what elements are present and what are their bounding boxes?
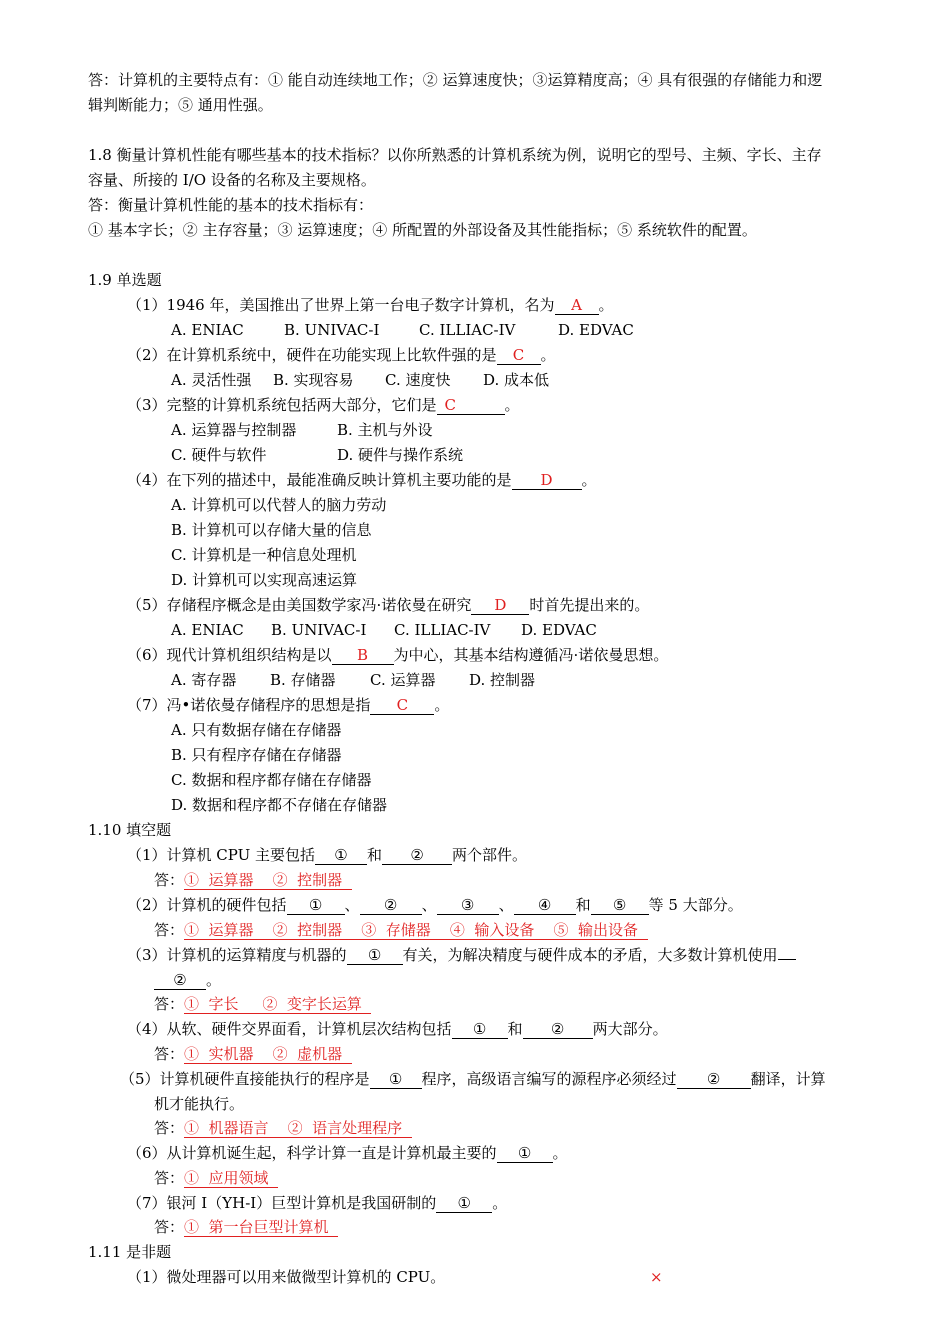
separator: 、	[498, 896, 514, 914]
q110-item-2-answer	[154, 920, 648, 940]
q19-item-5-tail: 时首先提出来的。	[529, 596, 650, 614]
blank-2: ②	[677, 1070, 751, 1089]
separator: 、	[344, 896, 360, 914]
q110-item-1-stem: （1）计算机 CPU 主要包括	[127, 846, 316, 864]
q110-item-7-answer	[154, 1217, 338, 1237]
q19-item-2-option-a: A. 灵活性强	[171, 371, 252, 389]
q19-item-5-stem: （5）存储程序概念是由美国数学家冯·诺依曼在研究	[127, 596, 472, 614]
q19-item-6-option-a: A. 寄存器	[171, 671, 237, 689]
q110-item-5	[120, 1069, 826, 1089]
q19-item-4	[127, 470, 597, 490]
q110-item-6-answer	[154, 1168, 278, 1188]
q19-item-2-answer: C	[497, 346, 541, 365]
q19-item-4-option-c: C. 计算机是一种信息处理机	[171, 546, 357, 564]
blank-2-start	[778, 959, 796, 960]
q19-item-4-option-a: A. 计算机可以代替人的脑力劳动	[171, 496, 387, 514]
q111-item-1: （1）微处理器可以用来做微型计算机的 CPU。	[127, 1268, 446, 1286]
q19-item-7-answer: C	[370, 696, 434, 715]
q18-question-line-1: 1.8 衡量计算机性能有哪些基本的技术指标？以你所熟悉的计算机系统为例，说明它的型号、主频、字长、主存	[88, 146, 822, 164]
q19-item-2-option-b: B. 实现容易	[273, 371, 354, 389]
answer-label: 答：	[154, 921, 185, 939]
q19-item-5-option-d: D. EDVAC	[521, 621, 597, 639]
q19-item-5-option-b: B. UNIVAC-I	[271, 621, 367, 639]
q110-item-6-stem: （6）从计算机诞生起，科学计算一直是计算机最主要的	[127, 1144, 497, 1162]
answer-label: 答：	[154, 1045, 185, 1063]
blank-1: ①	[287, 896, 345, 915]
q19-item-2-option-c: C. 速度快	[385, 371, 451, 389]
q110-item-1-mid: 和	[367, 846, 383, 864]
q19-item-3-answer: C	[437, 396, 505, 415]
answer-label: 答：	[154, 1119, 185, 1137]
answer-label: 答：	[154, 1218, 185, 1236]
q19-title: 1.9 单选题	[88, 271, 162, 289]
separator: 、	[421, 896, 437, 914]
q19-item-1-tail: 。	[598, 296, 614, 314]
false-mark-icon: ×	[650, 1268, 663, 1286]
q19-item-7-stem: （7）冯•诺依曼存储程序的思想是指	[127, 696, 371, 714]
q110-item-3-tail: 。	[206, 971, 222, 989]
q19-item-6-answer: B	[332, 646, 394, 665]
q19-item-3-option-a: A. 运算器与控制器	[171, 421, 297, 439]
q19-item-6-tail: 为中心，其基本结构遵循冯·诺依曼思想。	[393, 646, 669, 664]
q19-item-2-tail: 。	[540, 346, 556, 364]
blank-5: ⑤	[591, 896, 649, 915]
q110-item-6	[127, 1143, 568, 1163]
q19-item-7-option-c: C. 数据和程序都存储在存储器	[171, 771, 372, 789]
answer-text: ① 实机器 ② 虚机器	[184, 1045, 352, 1063]
q19-item-7-option-b: B. 只有程序存储在存储器	[171, 746, 342, 764]
q19-item-1-answer: A	[555, 296, 599, 315]
q110-item-3-cont	[154, 970, 221, 990]
q19-item-3-stem: （3）完整的计算机系统包括两大部分，它们是	[127, 396, 437, 414]
q19-item-5-option-c: C. ILLIAC-IV	[394, 621, 491, 639]
blank-1: ①	[370, 1070, 422, 1089]
blank-1: ①	[497, 1144, 553, 1163]
q110-item-3	[127, 945, 796, 965]
answer-label: 答：	[154, 995, 185, 1013]
q19-item-3-option-d: D. 硬件与操作系统	[337, 446, 464, 464]
q19-item-1-option-d: D. EDVAC	[558, 321, 634, 339]
answer-text: ① 运算器 ② 控制器 ③ 存储器 ④ 输入设备 ⑤ 输出设备	[184, 921, 648, 939]
q19-item-1-stem: （1）1946 年，美国推出了世界上第一台电子数字计算机，名为	[127, 296, 555, 314]
q110-item-4-mid: 和	[507, 1020, 523, 1038]
q110-item-2-tail: 等 5 大部分。	[648, 896, 743, 914]
q19-item-6-option-b: B. 存储器	[270, 671, 336, 689]
blank-4: ④	[514, 896, 576, 915]
q19-item-7-option-d: D. 数据和程序都不存储在存储器	[171, 796, 388, 814]
q110-item-1-answer	[154, 870, 352, 890]
q19-item-3-tail: 。	[504, 396, 520, 414]
q19-item-3-option-b: B. 主机与外设	[337, 421, 433, 439]
blank-2: ②	[523, 1020, 593, 1039]
intro-line-1: 答：计算机的主要特点有：① 能自动连续地工作；② 运算速度快；③运算精度高；④ 具有很强的存储能力和逻	[88, 71, 823, 89]
intro-line-2: 辑判断能力；⑤ 通用性强。	[88, 96, 273, 114]
q110-item-5-stem: （5）计算机硬件直接能执行的程序是	[120, 1070, 370, 1088]
answer-text: ① 机器语言 ② 语言处理程序	[184, 1119, 412, 1137]
q19-item-6	[127, 645, 668, 665]
q19-item-7-option-a: A. 只有数据存储在存储器	[171, 721, 342, 739]
q110-item-7-tail: 。	[492, 1194, 508, 1212]
q110-item-6-tail: 。	[552, 1144, 568, 1162]
q110-item-2	[127, 895, 743, 915]
q110-item-4-stem: （4）从软、硬件交界面看，计算机层次结构包括	[127, 1020, 452, 1038]
q110-item-5-cont: 机才能执行。	[154, 1095, 245, 1113]
blank-1: ①	[452, 1020, 508, 1039]
q19-item-4-option-d: D. 计算机可以实现高速运算	[171, 571, 358, 589]
q19-item-2-stem: （2）在计算机系统中，硬件在功能实现上比软件强的是	[127, 346, 497, 364]
blank-2: ②	[360, 896, 422, 915]
q18-answer-line-2: ① 基本字长；② 主存容量；③ 运算速度；④ 所配置的外部设备及其性能指标；⑤ 系统软件的配置。	[88, 221, 757, 239]
q110-item-5-tail: 翻译，计算	[750, 1070, 826, 1088]
blank-2: ②	[154, 971, 206, 990]
q19-item-2-option-d: D. 成本低	[483, 371, 550, 389]
blank-1: ①	[436, 1194, 492, 1213]
q19-item-1-option-c: C. ILLIAC-IV	[419, 321, 516, 339]
q110-item-2-stem: （2）计算机的硬件包括	[127, 896, 287, 914]
q110-item-1	[127, 845, 527, 865]
answer-text: ① 第一台巨型计算机	[184, 1218, 339, 1236]
q19-item-1	[127, 295, 614, 315]
q19-item-5-answer: D	[471, 596, 529, 615]
q110-item-1-tail: 两个部件。	[452, 846, 528, 864]
q110-item-3-stem: （3）计算机的运算精度与机器的	[127, 946, 347, 964]
q19-item-4-stem: （4）在下列的描述中，最能准确反映计算机主要功能的是	[127, 471, 512, 489]
q19-item-4-tail: 。	[581, 471, 597, 489]
q110-title: 1.10 填空题	[88, 821, 172, 839]
q19-item-1-option-a: A. ENIAC	[171, 321, 244, 339]
conjunction: 和	[575, 896, 591, 914]
answer-label: 答：	[154, 1169, 185, 1187]
q19-item-5	[127, 595, 649, 615]
q19-item-5-option-a: A. ENIAC	[171, 621, 244, 639]
q110-item-4-answer	[154, 1044, 352, 1064]
blank-1: ①	[347, 946, 403, 965]
answer-text: ① 字长 ② 变字长运算	[184, 995, 372, 1013]
answer-label: 答：	[154, 871, 185, 889]
q19-item-2	[127, 345, 556, 365]
blank-2: ②	[382, 846, 452, 865]
q19-item-6-option-d: D. 控制器	[469, 671, 536, 689]
q110-item-3-mid: 有关，为解决精度与硬件成本的矛盾，大多数计算机使用	[402, 946, 778, 964]
q110-item-7	[127, 1193, 507, 1213]
q110-item-5-mid: 程序，高级语言编写的源程序必须经过	[421, 1070, 677, 1088]
q110-item-4-tail: 两大部分。	[592, 1020, 668, 1038]
q19-item-1-option-b: B. UNIVAC-I	[284, 321, 380, 339]
q19-item-4-option-b: B. 计算机可以存储大量的信息	[171, 521, 372, 539]
q19-item-6-stem: （6）现代计算机组织结构是以	[127, 646, 332, 664]
q18-answer-line-1: 答：衡量计算机性能的基本的技术指标有：	[88, 196, 374, 214]
answer-text: ① 应用领域	[184, 1169, 279, 1187]
q19-item-3-option-c: C. 硬件与软件	[171, 446, 267, 464]
q19-item-3	[127, 395, 520, 415]
q19-item-7	[127, 695, 449, 715]
q19-item-6-option-c: C. 运算器	[370, 671, 436, 689]
q19-item-4-answer: D	[512, 471, 582, 490]
q111-title: 1.11 是非题	[88, 1243, 172, 1261]
q110-item-3-answer	[154, 994, 371, 1014]
q110-item-4	[127, 1019, 668, 1039]
answer-text: ① 运算器 ② 控制器	[184, 871, 352, 889]
q110-item-5-answer	[154, 1118, 412, 1138]
q110-item-7-stem: （7）银河 I（YH-I）巨型计算机是我国研制的	[127, 1194, 437, 1212]
q19-item-7-tail: 。	[434, 696, 450, 714]
blank-3: ③	[437, 896, 499, 915]
blank-1: ①	[315, 846, 367, 865]
q18-question-line-2: 容量、所接的 I/O 设备的名称及主要规格。	[88, 171, 376, 189]
